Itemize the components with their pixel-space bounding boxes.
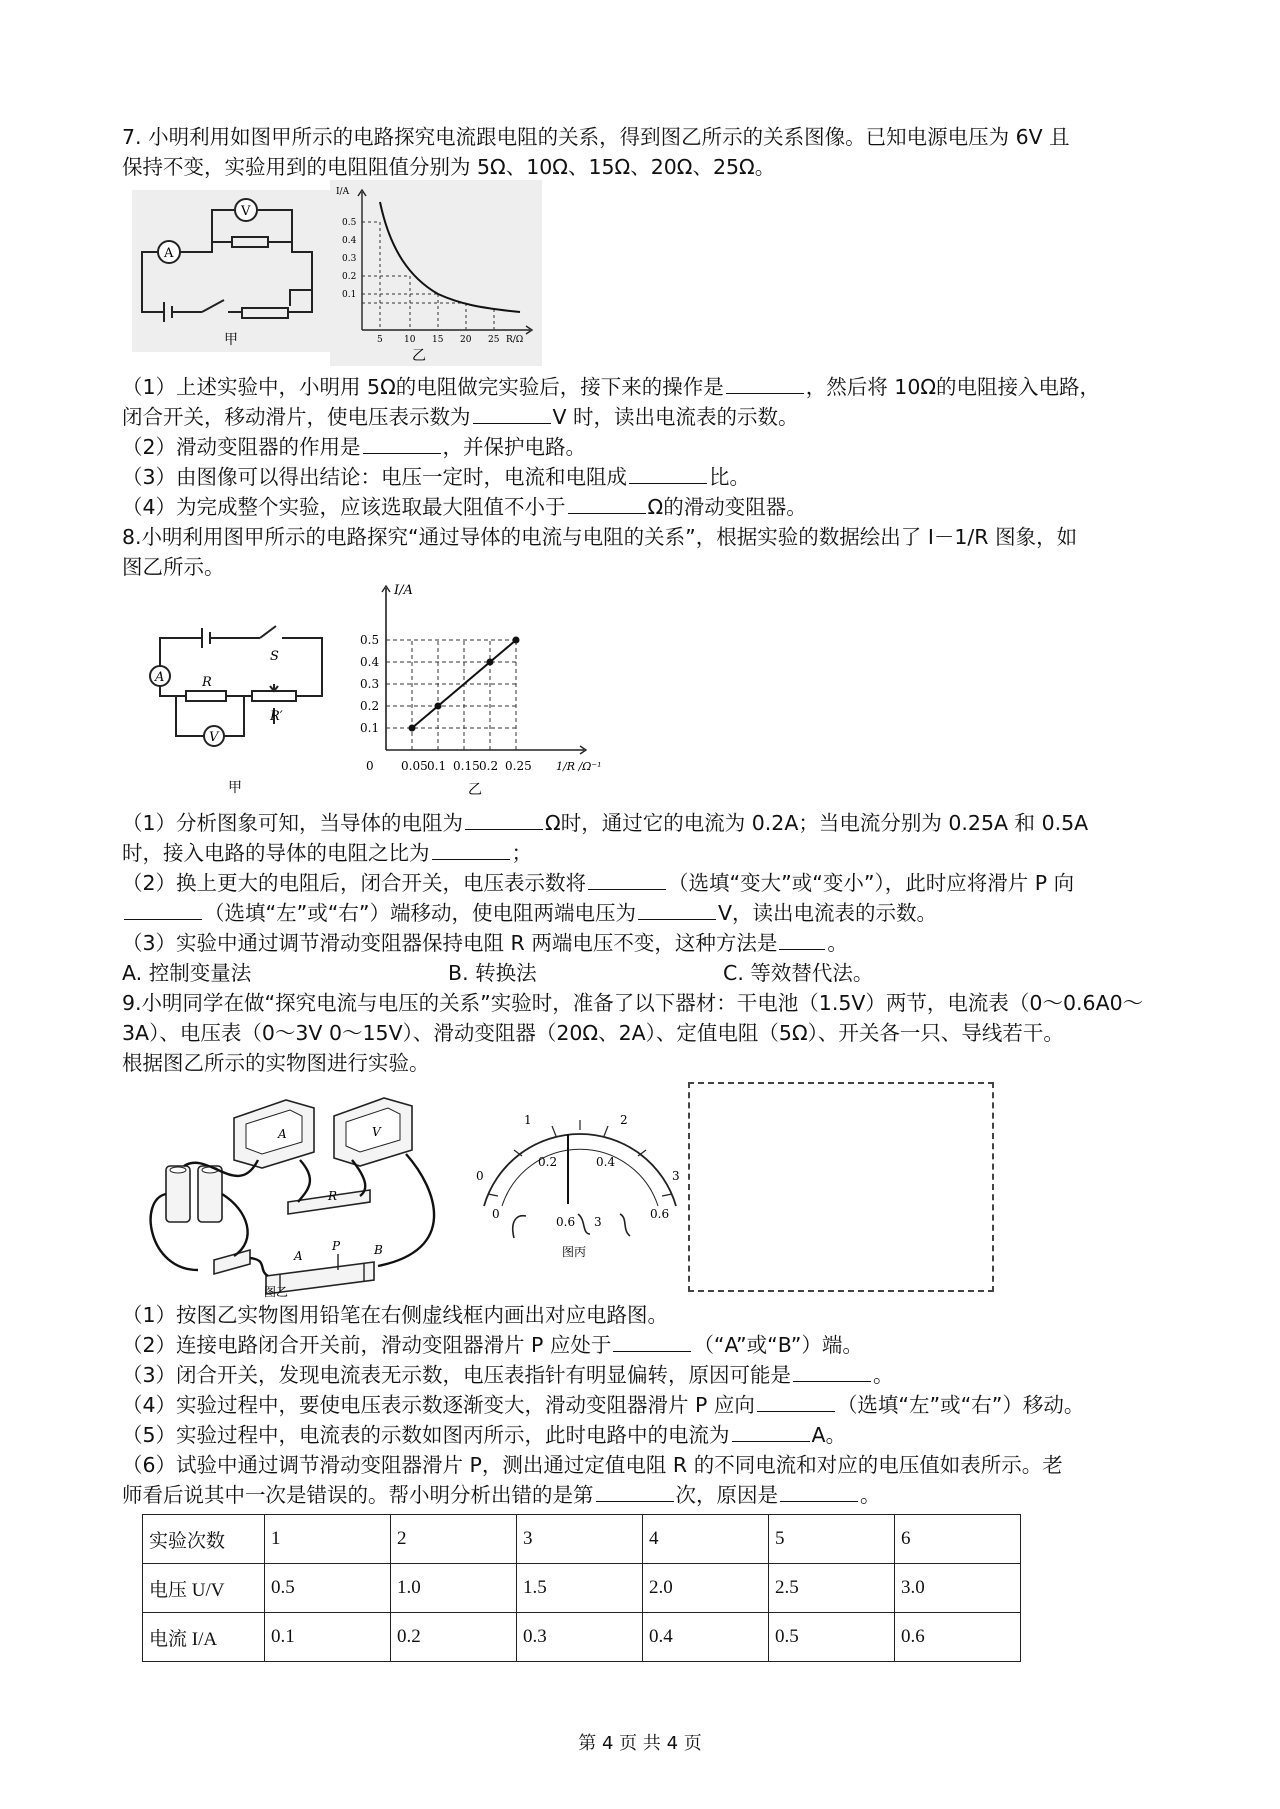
text: A。: [811, 1423, 847, 1447]
table-cell: 0.4: [643, 1613, 769, 1662]
table-cell: 1: [265, 1515, 391, 1564]
terminal-label: 0.6: [556, 1215, 576, 1229]
circuit-drawing-area[interactable]: [688, 1082, 994, 1292]
answer-blank[interactable]: [613, 1331, 691, 1352]
answer-blank[interactable]: [124, 899, 202, 920]
q9-ammeter-dial: [470, 1110, 690, 1260]
ammeter-label: A: [155, 670, 165, 685]
table-cell: 0.1: [265, 1613, 391, 1662]
table-cell: 2.0: [643, 1564, 769, 1613]
voltmeter-label: V: [372, 1125, 381, 1139]
end-a-label: A: [294, 1249, 303, 1263]
text: 。: [860, 1483, 881, 1507]
fig-label: 图乙: [264, 1285, 289, 1299]
fig-label: 图丙: [562, 1245, 587, 1259]
q7-y-tick: 0.2: [342, 272, 357, 282]
q7-current-resistance-graph: [330, 180, 542, 366]
data-point: [435, 703, 442, 710]
y-tick-label: 0.1: [360, 721, 380, 735]
q7-y-axis-label: I/A: [336, 187, 350, 197]
q9-data-table: [142, 1514, 1021, 1662]
x-tick-label: 0.05: [401, 759, 428, 773]
q7-part2: [122, 432, 586, 462]
data-point: [513, 637, 520, 644]
text: 时，接入电路的导体的电阻之比为: [122, 841, 430, 865]
answer-blank[interactable]: [793, 1361, 871, 1382]
q7-x-tick: 15: [432, 335, 444, 345]
terminal-label: 3: [594, 1215, 602, 1229]
q8-part2-line1: [122, 868, 1074, 898]
table-row-header: 电流 I/A: [143, 1613, 265, 1662]
q9-part5: [122, 1420, 846, 1450]
resistor-label: R: [202, 675, 212, 690]
y-tick-label: 0.3: [360, 677, 380, 691]
data-point: [487, 659, 494, 666]
q9-stem-line3: 根据图乙所示的实物图进行实验。: [122, 1051, 430, 1075]
table-row: [143, 1613, 1021, 1662]
text: Ω时，通过它的电流为 0.2A；当电流分别为 0.25A 和 0.5A: [545, 811, 1089, 835]
table-cell: 1.0: [391, 1564, 517, 1613]
x-tick-label: 0.1: [427, 759, 447, 773]
q7-y-tick: 0.1: [342, 290, 357, 300]
text: Ω的滑动变阻器。: [647, 495, 807, 519]
text: （1）分析图象可知，当导体的电阻为: [122, 811, 464, 835]
y-tick-label: 0.4: [360, 655, 380, 669]
dial-label: 2: [620, 1113, 628, 1127]
q7-circuit-diagram: [132, 190, 332, 352]
answer-blank[interactable]: [780, 1481, 858, 1502]
q7-x-tick: 20: [460, 335, 472, 345]
text: （选填“左”或“右”）端移动，使电阻两端电压为: [204, 901, 636, 925]
fig-jia-label: 甲: [228, 780, 242, 796]
text: 。: [827, 931, 848, 955]
q8-part3: [122, 928, 848, 958]
ammeter-label: A: [164, 246, 174, 261]
answer-blank[interactable]: [779, 929, 825, 950]
text: （3）闭合开关，发现电流表无示数，电压表指针有明显偏转，原因可能是: [122, 1363, 792, 1387]
option-a: A. 控制变量法: [122, 961, 252, 985]
answer-blank[interactable]: [726, 373, 804, 394]
text: （5）实验过程中，电流表的示数如图丙所示，此时电路中的电流为: [122, 1423, 730, 1447]
table-cell: 0.5: [265, 1564, 391, 1613]
answer-blank[interactable]: [363, 433, 441, 454]
q8-origin-label: 0: [366, 759, 374, 773]
table-cell: 2: [391, 1515, 517, 1564]
q8-x-axis-label: 1/R /Ω⁻¹: [556, 760, 602, 773]
y-tick-label: 0.5: [360, 633, 380, 647]
fig-jia-label: 甲: [224, 332, 238, 348]
data-point: [409, 725, 416, 732]
text: （1）上述实验中，小明用 5Ω的电阻做完实验后，接下来的操作是: [122, 375, 724, 399]
text: （2）换上更大的电阻后，闭合开关，电压表示数将: [122, 871, 587, 895]
q8-part1-line1: [122, 808, 1088, 838]
dial-label: 0.2: [538, 1155, 558, 1169]
dial-label: 0: [492, 1207, 500, 1221]
text: （2）连接电路闭合开关前，滑动变阻器滑片 P 应处于: [122, 1333, 612, 1357]
answer-blank[interactable]: [568, 493, 646, 514]
q9-stem-line2: 3A）、电压表（0～3V 0～15V）、滑动变阻器（20Ω、2A）、定值电阻（5Ω）、开关各一只、导线若干。: [122, 1021, 1064, 1045]
table-cell: 2.5: [769, 1564, 895, 1613]
y-tick-label: 0.2: [360, 699, 380, 713]
table-cell: 5: [769, 1515, 895, 1564]
table-cell: 1.5: [517, 1564, 643, 1613]
q9-part1: （1）按图乙实物图用铅笔在右侧虚线框内画出对应电路图。: [122, 1303, 669, 1327]
switch-label: S: [270, 649, 279, 664]
voltmeter-label: V: [241, 204, 251, 219]
fig-yi-label: 乙: [412, 348, 426, 364]
fig-yi-label: 乙: [468, 782, 482, 798]
q7-x-tick: 25: [488, 335, 500, 345]
q7-x-tick: 5: [377, 335, 383, 345]
x-tick-label: 0.25: [505, 759, 532, 773]
text: （2）滑动变阻器的作用是: [122, 435, 361, 459]
text: ，然后将 10Ω的电阻接入电路，: [805, 375, 1101, 399]
table-row: [143, 1515, 1021, 1564]
answer-blank[interactable]: [638, 899, 716, 920]
q7-y-tick: 0.4: [342, 236, 357, 246]
voltmeter-label: V: [209, 730, 219, 745]
q7-y-tick: 0.5: [342, 218, 357, 228]
table-cell: 3.0: [895, 1564, 1021, 1613]
table-cell: 6: [895, 1515, 1021, 1564]
q7-y-tick: 0.3: [342, 254, 357, 264]
q7-stem-line1: 7. 小明利用如图甲所示的电路探究电流跟电阻的关系，得到图乙所示的关系图像。已知电源电压为 6V 且: [122, 125, 1070, 149]
text: （选填“变大”或“变小”），此时应将滑片 P 向: [668, 871, 1075, 895]
q8-y-axis-label: I/A: [394, 583, 413, 598]
answer-blank[interactable]: [432, 839, 510, 860]
q7-part4: [122, 492, 807, 522]
answer-blank[interactable]: [757, 1391, 835, 1412]
slider-label: P: [332, 1239, 341, 1253]
text: （4）实验过程中，要使电压表示数逐渐变大，滑动变阻器滑片 P 应向: [122, 1393, 755, 1417]
text: （3）实验中通过调节滑动变阻器保持电阻 R 两端电压不变，这种方法是: [122, 931, 778, 955]
q7-x-tick: 10: [404, 335, 416, 345]
text: （选填“左”或“右”）移动。: [836, 1393, 1085, 1417]
q9-part4: [122, 1390, 1084, 1420]
answer-blank[interactable]: [732, 1421, 810, 1442]
option-b: B. 转换法: [448, 961, 537, 985]
table-cell: 0.2: [391, 1613, 517, 1662]
dial-label: 0.4: [596, 1155, 616, 1169]
q8-stem-line1: 8.小明利用图甲所示的电路探究“通过导体的电流与电阻的关系”，根据实验的数据绘出了 I－1/R 图象，如: [122, 525, 1078, 549]
text: 比。: [709, 465, 751, 489]
q9-part6-line2: [122, 1480, 881, 1510]
q7-part1-line1: [122, 372, 1100, 402]
dial-label: 3: [672, 1169, 680, 1183]
q8-i-vs-inverse-r-chart: [356, 578, 606, 800]
text: V 时，读出电流表的示数。: [552, 405, 799, 429]
answer-blank[interactable]: [629, 463, 707, 484]
text: 次，原因是: [675, 1483, 778, 1507]
q9-stem-line1: 9.小明同学在做“探究电流与电压的关系”实验时，准备了以下器材：干电池（1.5V）两节，电流表（0～0.6A0～: [122, 991, 1144, 1015]
table-row-header: 电压 U/V: [143, 1564, 265, 1613]
table-row: [143, 1564, 1021, 1613]
q8-stem-line2: 图乙所示。: [122, 555, 225, 579]
answer-blank[interactable]: [596, 1481, 674, 1502]
q8-circuit-diagram: [140, 620, 340, 800]
text: V，读出电流表的示数。: [717, 901, 938, 925]
table-cell: 4: [643, 1515, 769, 1564]
q9-apparatus-drawing: [138, 1090, 458, 1300]
text: 师看后说其中一次是错误的。帮小明分析出错的是第: [122, 1483, 594, 1507]
q9-part2: [122, 1330, 863, 1360]
page-footer: 第 4 页 共 4 页: [578, 1733, 702, 1754]
rheostat-label: R′: [270, 709, 283, 724]
q8-part2-line2: [122, 898, 937, 928]
q7-x-axis-label: R/Ω: [506, 335, 524, 345]
text: ，并保护电路。: [442, 435, 587, 459]
dial-label: 0: [476, 1169, 484, 1183]
q8-options: [122, 958, 873, 988]
table-cell: 3: [517, 1515, 643, 1564]
answer-blank[interactable]: [465, 809, 543, 830]
text: ；: [511, 841, 532, 865]
q7-part1-line2: [122, 402, 799, 432]
table-cell: 0.6: [895, 1613, 1021, 1662]
text: 闭合开关，移动滑片，使电压表示数为: [122, 405, 471, 429]
option-c: C. 等效替代法。: [723, 961, 874, 985]
text: （“A”或“B”）端。: [693, 1333, 863, 1357]
x-tick-label: 0.15: [453, 759, 480, 773]
answer-blank[interactable]: [588, 869, 666, 890]
q8-part1-line2: [122, 838, 532, 868]
end-b-label: B: [374, 1243, 383, 1257]
text: 。: [873, 1363, 894, 1387]
answer-blank[interactable]: [473, 403, 551, 424]
table-cell: 0.3: [517, 1613, 643, 1662]
q9-part3: [122, 1360, 894, 1390]
q9-part6-line1: （6）试验中通过调节滑动变阻器滑片 P，测出通过定值电阻 R 的不同电流和对应的电压值如表所示。老: [122, 1453, 1063, 1477]
text: （4）为完成整个实验，应该选取最大阻值不小于: [122, 495, 566, 519]
text: （3）由图像可以得出结论：电压一定时，电流和电阻成: [122, 465, 628, 489]
table-cell: 0.5: [769, 1613, 895, 1662]
resistor-label: R: [328, 1189, 338, 1203]
ammeter-label: A: [278, 1127, 287, 1141]
dial-label: 0.6: [650, 1207, 670, 1221]
table-row-header: 实验次数: [143, 1515, 265, 1564]
q7-part3: [122, 462, 750, 492]
q7-stem-line2: 保持不变，实验用到的电阻阻值分别为 5Ω、10Ω、15Ω、20Ω、25Ω。: [122, 155, 776, 179]
dial-label: 1: [524, 1113, 532, 1127]
x-tick-label: 0.2: [479, 759, 499, 773]
